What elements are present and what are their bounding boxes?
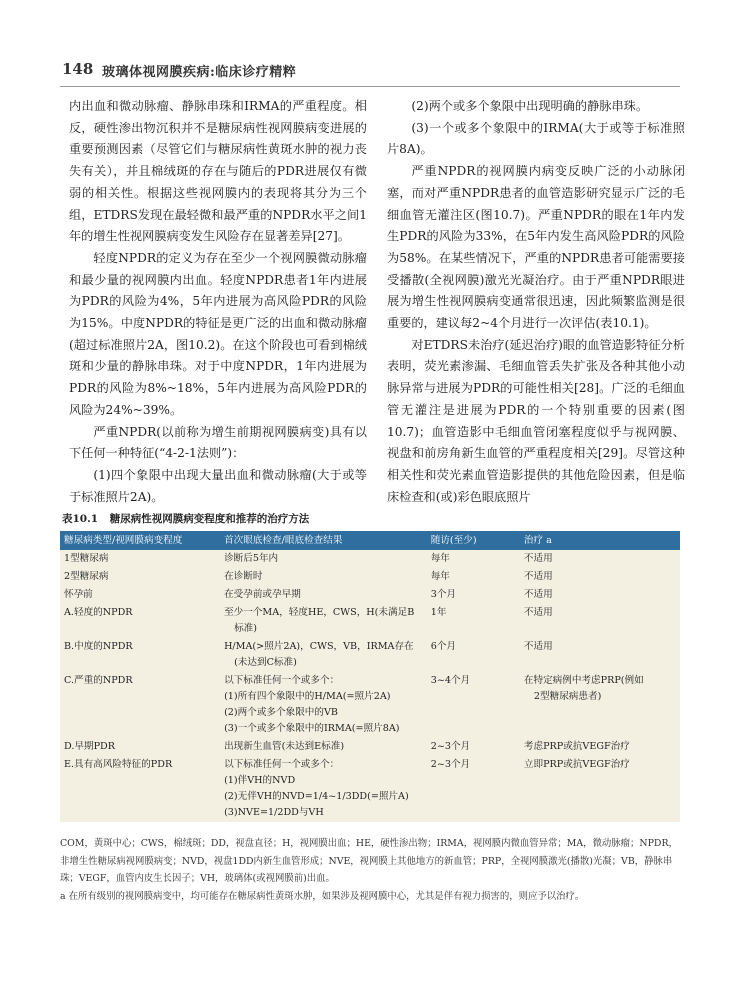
table-row bbox=[60, 568, 680, 586]
table-cell: 立即PRP或抗VEGF治疗 bbox=[520, 756, 680, 822]
table-header-cell: 治疗 a bbox=[520, 531, 680, 550]
paragraph: 严重NPDR的视网膜内病变反映广泛的小动脉闭塞，而对严重NPDR患者的血管造影研究显示广泛的毛细血管无灌注区(图10.7)。严重NPDR的眼在1年内发生PDR的风险为33%，在5年内发生高风险PDR的风险为58%。在某些情况下，严重的NPDR患者可能需要接受播散(全视网膜)激光光凝治疗。由于严重NPDR眼进展为增生性视网膜病变通常很迅速，因此频繁监测是很重要的，建议每2~4个月进行一次评估(表10.1)。 bbox=[387, 164, 685, 331]
table-row bbox=[60, 756, 680, 822]
table-cell: 在受孕前或孕早期 bbox=[220, 586, 427, 604]
table-cell: 不适用 bbox=[520, 604, 680, 638]
table-cell: 每年 bbox=[427, 568, 520, 586]
table-cell: 不适用 bbox=[520, 550, 680, 568]
cell-line: (3)NVE=1/2DD与VH bbox=[224, 807, 324, 818]
table-row bbox=[60, 638, 680, 672]
table-row bbox=[60, 672, 680, 738]
table-cell: 出现新生血管(未达到E标准) bbox=[220, 738, 427, 756]
cell-line: (2)无伴VH的NVD=1/4~1/3DD(=照片A) bbox=[224, 791, 409, 802]
cell-line: 至少一个MA，轻度HE，CWS，H(未满足B bbox=[224, 607, 415, 618]
table-cell bbox=[220, 604, 427, 638]
table-cell: 在诊断时 bbox=[220, 568, 427, 586]
cell-line: 以下标准任何一个或多个： bbox=[224, 675, 340, 686]
page-number: 148 bbox=[62, 60, 94, 78]
paragraph: 轻度NPDR的定义为存在至少一个视网膜微动脉瘤和最少量的视网膜内出血。轻度NPDR患者1年内进展为PDR的风险为4%，5年内进展为高风险PDR的风险为15%。中度NPDR的特征是更广泛的出血和微动脉瘤(超过标准照片2A，图10.2)。在这个阶段也可看到棉绒斑和少量的静脉串珠。对于中度NPDR，1年内进展为PDR的风险为8%~18%，5年内进展为高风险PDR的风险为24%~39%。 bbox=[69, 250, 367, 417]
left-column bbox=[69, 96, 367, 508]
page-header bbox=[60, 60, 680, 87]
table-number: 表10.1 bbox=[62, 513, 99, 525]
right-column bbox=[387, 96, 685, 508]
treatment-table bbox=[60, 531, 680, 822]
paragraph: (3)一个或多个象限中的IRMA(大于或等于标准照片8A)。 bbox=[387, 120, 685, 157]
table-header-cell: 随访(至少) bbox=[427, 531, 520, 550]
table-cell: D.早期PDR bbox=[60, 738, 220, 756]
table-row bbox=[60, 604, 680, 638]
table-cell: 2型糖尿病 bbox=[60, 568, 220, 586]
abbreviations-note: COM，黄斑中心；CWS，棉绒斑；DD，视盘直径；H，视网膜出血；HE，硬性渗出物；IRMA，视网膜内微血管异常；MA，微动脉瘤；NPDR，非增生性糖尿病视网膜病变；NVD，视盘1DD内新生血管形成；NVE，视网膜上其他地方的新血管；PRP，全视网膜激光(播散)光凝；VB，静脉串珠；VEGF，血管内皮生长因子；VH，玻璃体(或视网膜前)出血。 bbox=[60, 838, 678, 884]
cell-line: (3)一个或多个象限中的IRMA(=照片8A) bbox=[224, 723, 400, 734]
table-header-row bbox=[60, 531, 680, 550]
table-row bbox=[60, 550, 680, 568]
table-cell: 怀孕前 bbox=[60, 586, 220, 604]
table-cell: 2~3个月 bbox=[427, 756, 520, 822]
table-caption bbox=[62, 511, 309, 526]
paragraph: 内出血和微动脉瘤、静脉串珠和IRMA的严重程度。相反，硬性渗出物沉积并不是糖尿病性视网膜病变进展的重要预测因素（尽管它们与糖尿病性黄斑水肿的视力丧失有关），并且棉绒斑的存在与随后的PDR进展仅有微弱的相关性。根据这些视网膜内的表现将其分为三个组，ETDRS发现在最轻微和最严重的NPDR水平之间1年的增生性视网膜病变发生风险存在显著差异[27]。 bbox=[69, 99, 367, 244]
table-cell: 不适用 bbox=[520, 586, 680, 604]
cell-line: 2型糖尿病患者) bbox=[533, 691, 602, 702]
cell-line: (未达到C标准) bbox=[234, 657, 297, 668]
table-row bbox=[60, 738, 680, 756]
table-cell: 考虑PRP或抗VEGF治疗 bbox=[520, 738, 680, 756]
table-cell: 1型糖尿病 bbox=[60, 550, 220, 568]
table-cell: 诊断后5年内 bbox=[220, 550, 427, 568]
table-cell: E.具有高风险特征的PDR bbox=[60, 756, 220, 822]
table-title: 糖尿病性视网膜病变程度和推荐的治疗方法 bbox=[109, 513, 310, 525]
table-cell: 3个月 bbox=[427, 586, 520, 604]
paragraph: (1)四个象限中出现大量出血和微动脉瘤(大于或等于标准照片2A)。 bbox=[69, 467, 367, 504]
table-cell: 每年 bbox=[427, 550, 520, 568]
paragraph: 对ETDRS未治疗(延迟治疗)眼的血管造影特征分析表明，荧光素渗漏、毛细血管丢失扩张及各种其他小动脉异常与进展为PDR的可能性相关[28]。广泛的毛细血管无灌注是进展为PDR的一个特别重要的因素(图10.7)；血管造影中毛细血管闭塞程度似乎与视网膜、视盘和前房角新生血管的严重程度相关[29]。尽管这种相关性和荧光素血管造影提供的其他危险因素，但是临床检查和(或)彩色眼底照片 bbox=[387, 337, 685, 504]
table-cell: 6个月 bbox=[427, 638, 520, 672]
table-cell: 2~3个月 bbox=[427, 738, 520, 756]
cell-line: (1)伴VH的NVD bbox=[224, 775, 296, 786]
table-cell: B.中度的NPDR bbox=[60, 638, 220, 672]
cell-line: H/MA(>照片2A)，CWS，VB，IRMA存在 bbox=[224, 641, 414, 652]
table-cell: 1年 bbox=[427, 604, 520, 638]
cell-line: (2)两个或多个象限中的VB bbox=[224, 707, 338, 718]
table-cell bbox=[220, 638, 427, 672]
table-cell: 不适用 bbox=[520, 638, 680, 672]
table-cell bbox=[220, 672, 427, 738]
running-title: 玻璃体视网膜疾病:临床诊疗精粹 bbox=[102, 65, 297, 80]
cell-line: (1)所有四个象限中的H/MA(=照片2A) bbox=[224, 691, 391, 702]
table-row bbox=[60, 586, 680, 604]
cell-line: 在特定病例中考虑PRP(例如 bbox=[523, 675, 644, 686]
footnote: a 在所有级别的视网膜病变中，均可能存在糖尿病性黄斑水肿，如果涉及视网膜中心，尤其是伴有视力损害的，则应予以治疗。 bbox=[60, 890, 585, 902]
cell-line: 标准) bbox=[234, 623, 257, 634]
table-cell: 不适用 bbox=[520, 568, 680, 586]
table-header-cell: 糖尿病类型/视网膜病变程度 bbox=[60, 531, 220, 550]
table-notes bbox=[60, 835, 680, 905]
table-header-cell: 首次眼底检查/眼底检查结果 bbox=[220, 531, 427, 550]
table-cell bbox=[220, 756, 427, 822]
paragraph: (2)两个或多个象限中出现明确的静脉串珠。 bbox=[411, 99, 649, 113]
table-cell bbox=[520, 672, 680, 738]
table-cell: 3~4个月 bbox=[427, 672, 520, 738]
cell-line: 以下标准任何一个或多个： bbox=[224, 759, 340, 770]
table-cell: C.严重的NPDR bbox=[60, 672, 220, 738]
table-cell: A.轻度的NPDR bbox=[60, 604, 220, 638]
paragraph: 严重NPDR(以前称为增生前期视网膜病变)具有以下任何一种特征(“4-2-1法则”)： bbox=[69, 424, 367, 461]
